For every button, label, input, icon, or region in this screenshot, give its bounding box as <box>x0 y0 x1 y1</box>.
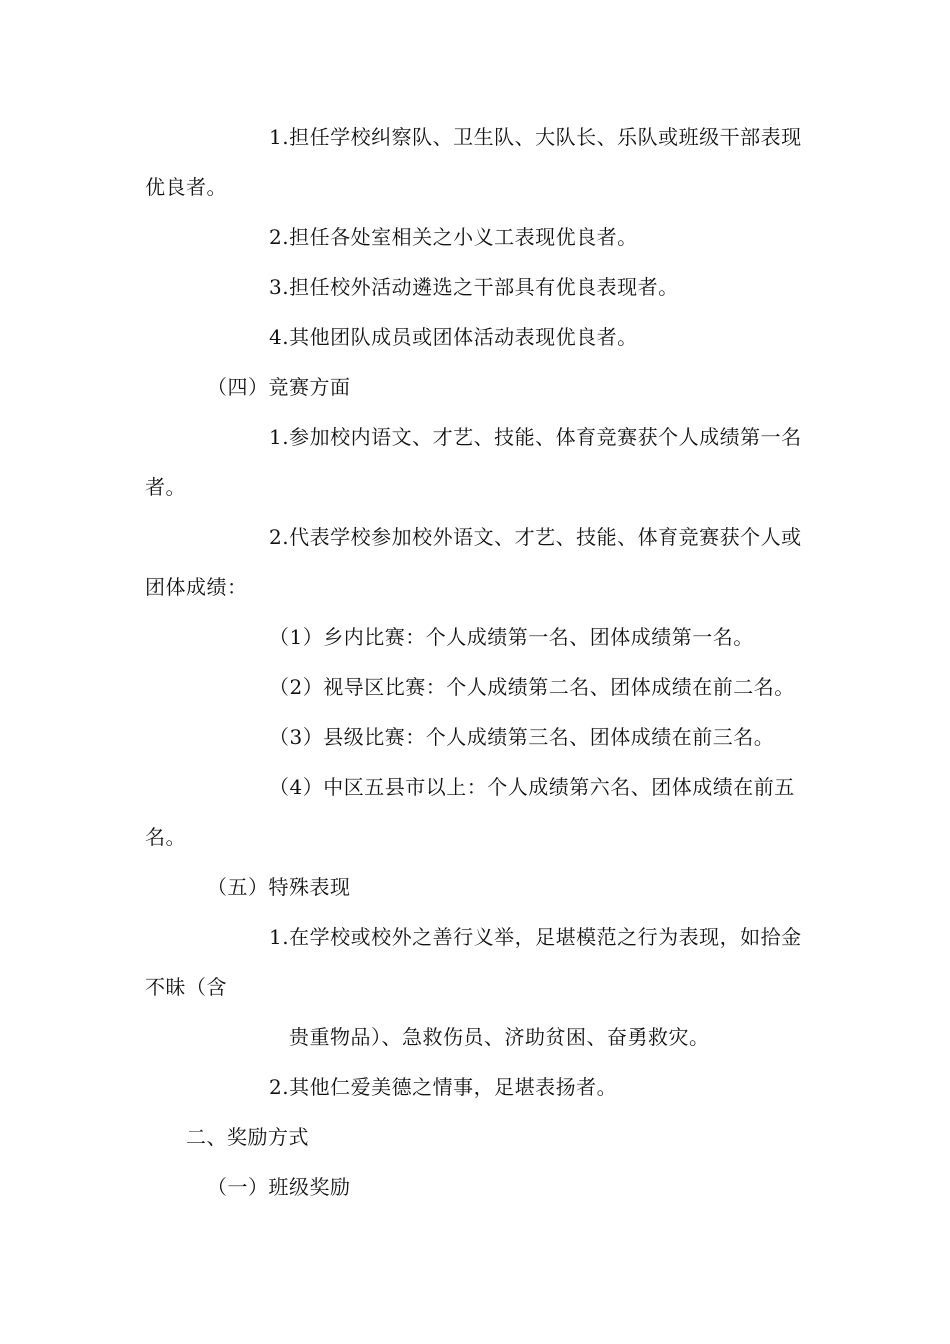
text-line: 优良者。 <box>145 175 227 199</box>
section-heading: （一）班级奖励 <box>207 1175 351 1199</box>
list-item: （4）中区五县市以上：个人成绩第六名、团体成绩在前五 <box>269 775 795 799</box>
text-line: 贵重物品）、急救伤员、济助贫困、奋勇救灾。 <box>289 1025 710 1049</box>
chapter-heading: 二、奖励方式 <box>186 1125 309 1149</box>
text-line: 2.其他仁爱美德之情事，足堪表扬者。 <box>269 1075 618 1099</box>
text-line: 名。 <box>145 825 186 849</box>
text-line: 4.其他团队成员或团体活动表现优良者。 <box>269 325 638 349</box>
list-item: （1）乡内比赛：个人成绩第一名、团体成绩第一名。 <box>269 625 754 649</box>
list-item: （3）县级比赛：个人成绩第三名、团体成绩在前三名。 <box>269 725 775 749</box>
text-line: 3.担任校外活动遴选之干部具有优良表现者。 <box>269 275 679 299</box>
text-line: 1.担任学校纠察队、卫生队、大队长、乐队或班级干部表现 <box>269 125 802 149</box>
text-line: 1.在学校或校外之善行义举，足堪模范之行为表现，如拾金 <box>269 925 802 949</box>
section-heading: （四）竞赛方面 <box>207 375 351 399</box>
text-line: 不昧（含 <box>145 975 227 999</box>
text-line: 2.代表学校参加校外语文、才艺、技能、体育竞赛获个人或 <box>269 525 802 549</box>
text-line: 1.参加校内语文、才艺、技能、体育竞赛获个人成绩第一名 <box>269 425 802 449</box>
section-heading: （五）特殊表现 <box>207 875 351 899</box>
list-item: （2）视导区比赛：个人成绩第二名、团体成绩在前二名。 <box>269 675 795 699</box>
text-line: 2.担任各处室相关之小义工表现优良者。 <box>269 225 638 249</box>
text-line: 者。 <box>145 475 186 499</box>
text-line: 团体成绩： <box>145 575 248 599</box>
